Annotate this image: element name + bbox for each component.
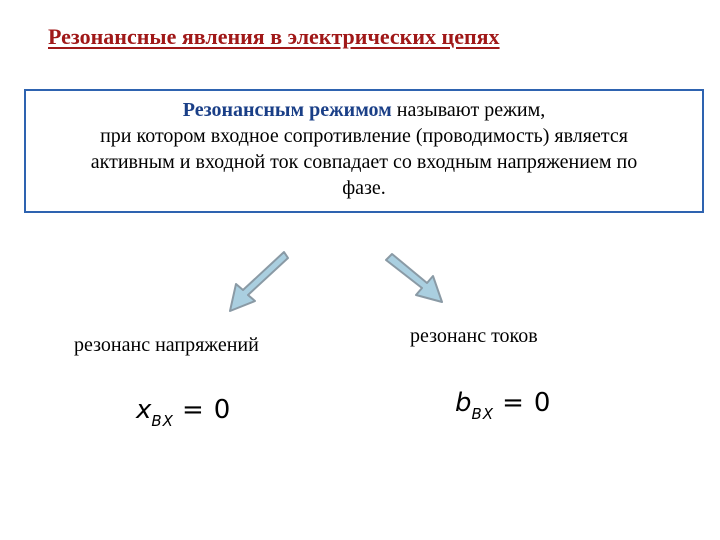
definition-term: Резонансным режимом: [182, 99, 392, 121]
definition-line-4: фазе.: [342, 177, 386, 199]
arrow-down-left-icon: [222, 248, 292, 318]
formula-subscript: ВХ: [471, 405, 495, 423]
voltage-resonance-label: резонанс напряжений: [74, 334, 259, 356]
current-resonance-label: резонанс токов: [410, 325, 538, 347]
formula-subscript: ВХ: [151, 412, 174, 430]
formula-value: 0: [533, 388, 551, 418]
definition-line-3: активным и входной ток совпадает со входным напряжением по: [90, 151, 638, 173]
arrow-down-right-icon: [382, 250, 452, 310]
voltage-resonance-formula: [136, 395, 230, 430]
formula-equals: =: [502, 388, 524, 418]
slide-title: Резонансные явления в электрических цепях: [48, 24, 500, 49]
definition-line-1-rest: называют режим,: [391, 99, 546, 121]
definition-box: [24, 89, 704, 213]
formula-variable: b: [455, 388, 472, 418]
definition-line-2: при котором входное сопротивление (проводимость) является: [100, 125, 628, 147]
formula-equals: =: [181, 395, 204, 425]
definition-line-1: [26, 97, 702, 123]
current-resonance-formula: [455, 388, 550, 423]
formula-value: 0: [213, 395, 231, 425]
formula-variable: x: [136, 395, 152, 425]
